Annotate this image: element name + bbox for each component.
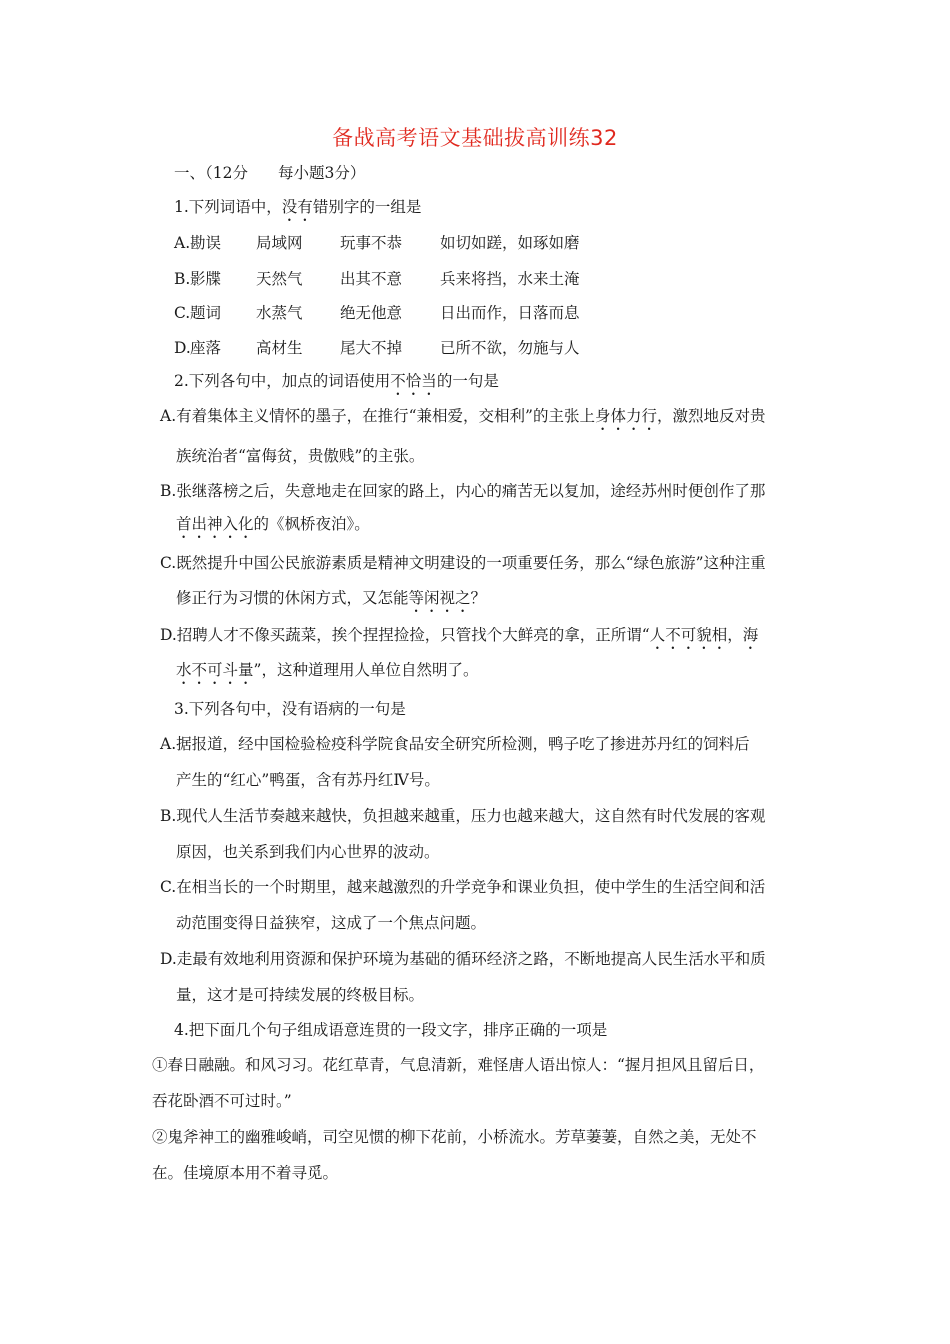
- question-3-option-d-line1: D.走最有效地利用资源和保护环境为基础的循环经济之路，不断地提高人民生活水平和质: [160, 950, 766, 968]
- question-2-option-b-line1: B.张继落榜之后，失意地走在回家的路上，内心的痛苦无以复加，途经苏州时便创作了那: [160, 482, 766, 500]
- question-4-sentence-1-line1: ①春日融融。和风习习。花红草青，气息清新，难怪唐人语出惊人：“握月担风且留后日，: [152, 1056, 765, 1074]
- question-4-sentence-1-line2: 吞花卧酒不可过时。”: [152, 1092, 292, 1110]
- document-page: 备战高考语文基础拔高训练32 一、（12分 每小题3分） 1.下列词语中，没有错别字的一组是 A. 勘误 局域网 玩事不恭 如切如蹉，如琢如磨 B. 影牒 天然气 出其不意 兵来将挡，水来土淹 C. 题词 水蒸气 绝无他意 日出而作，日落而息 D. 座落 高材生 尾大不掉 已所不欲，勿施与人 2.下列各句中，加点的词语使用不恰当的一句是 A.有着集体主义情怀的墨子，在推行“兼相爱，交相利”的主张上身体力行，激烈地反对贵 族统治者“富侮贫，贵傲贱”的主张。 B.张继落榜之后，失意地走在回家的路上，内心的痛苦无以复加，途经苏州时便创作了那 首出神入化的《枫桥夜泊》。 C.既然提升中国公民旅游素质是精神文明建设的一项重要任务，那么“绿色旅游”这种注重 修正行为习惯的休闲方式，又怎能等闲视之？ D.招聘人才不像买蔬菜，挨个捏捏捡捡，只管找个大鲜亮的拿，正所谓“人不可貌相，海 水不可斗量”，这种道理用人单位自然明了。 3.下列各句中，没有语病的一句是 A.据报道，经中国检验检疫科学院食品安全研究所检测，鸭子吃了掺进苏丹红的饲料后 产生的“红心”鸭蛋，含有苏丹红Ⅳ号。 B.现代人生活节奏越来越快，负担越来越重，压力也越来越大，这自然有时代发展的客观 原因，也关系到我们内心世界的波动。 C.在相当长的一个时期里，越来越激烈的升学竞争和课业负担，使中学生的生活空间和活 动范围变得日益狭窄，这成了一个焦点问题。 D.走最有效地利用资源和保护环境为基础的循环经济之路，不断地提高人民生活水平和质 量，这才是可持续发展的终极目标。 4.把下面几个句子组成语意连贯的一段文字，排序正确的一项是 ①春日融融。和风习习。花红草青，气息清新，难怪唐人语出惊人：“握月担风且留后日， 吞花卧酒不可过时。” ②鬼斧神工的幽雅峻峭，司空见惯的柳下花前，小桥流水。芳草萋萋，自然之美，无处不 在。佳境原本用不着寻觅。: [0, 0, 950, 1344]
- question-3-option-c-line1: C.在相当长的一个时期里，越来越激烈的升学竞争和课业负担，使中学生的生活空间和活: [160, 878, 766, 896]
- question-2-option-c-line2: 修正行为习惯的休闲方式，又怎能等闲视之？: [176, 589, 487, 607]
- question-2-option-c-line1: C.既然提升中国公民旅游素质是精神文明建设的一项重要任务，那么“绿色旅游”这种注重: [160, 554, 766, 572]
- question-2-option-a-line2: 族统治者“富侮贫，贵傲贱”的主张。: [176, 447, 425, 465]
- section-note: 每小题3分）: [277, 164, 366, 182]
- question-3-option-d-line2: 量，这才是可持续发展的终极目标。: [176, 986, 425, 1004]
- question-3-stem: 3.下列各句中，没有语病的一句是: [174, 700, 406, 718]
- question-4-stem: 4.把下面几个句子组成语意连贯的一段文字，排序正确的一项是: [174, 1021, 608, 1039]
- emphasized-text: 等闲视之: [408, 589, 471, 607]
- question-3-option-a-line2: 产生的“红心”鸭蛋，含有苏丹红Ⅳ号。: [176, 771, 440, 789]
- question-4-sentence-2-line1: ②鬼斧神工的幽雅峻峭，司空见惯的柳下花前，小桥流水。芳草萋萋，自然之美，无处不: [152, 1128, 757, 1146]
- emphasized-text: 首出神入化: [176, 515, 254, 533]
- question-2-option-b-line2: 首出神入化的《枫桥夜泊》。: [176, 515, 370, 533]
- question-2-option-d-line2: 水不可斗量”，这种道理用人单位自然明了。: [176, 661, 479, 679]
- question-2-option-d-line1: D.招聘人才不像买蔬菜，挨个捏捏捡捡，只管找个大鲜亮的拿，正所谓“人不可貌相，海: [160, 626, 759, 644]
- question-3-option-b-line1: B.现代人生活节奏越来越快，负担越来越重，压力也越来越大，这自然有时代发展的客观: [160, 807, 766, 825]
- document-title: 备战高考语文基础拔高训练32: [332, 126, 618, 150]
- question-4-sentence-2-line2: 在。佳境原本用不着寻觅。: [152, 1164, 339, 1182]
- question-1-stem: 1.下列词语中，没有错别字的一组是: [174, 198, 422, 216]
- section-label: 一、（12分: [174, 164, 248, 182]
- question-3-option-c-line2: 动范围变得日益狭窄，这成了一个焦点问题。: [176, 914, 487, 932]
- emphasized-text: 不恰当: [390, 372, 437, 390]
- question-2-option-a-line1: A.有着集体主义情怀的墨子，在推行“兼相爱，交相利”的主张上身体力行，激烈地反对贵: [160, 407, 766, 425]
- question-2-stem: 2.下列各句中，加点的词语使用不恰当的一句是: [174, 372, 499, 390]
- emphasized-text: 水不可斗量: [176, 661, 254, 679]
- question-3-option-a-line1: A.据报道，经中国检验检疫科学院食品安全研究所检测，鸭子吃了掺进苏丹红的饲料后: [160, 735, 750, 753]
- question-3-option-b-line2: 原因，也关系到我们内心世界的波动。: [176, 843, 440, 861]
- emphasized-text: 没有: [281, 198, 313, 216]
- section-header: [174, 162, 365, 184]
- emphasized-text: 人不可貌相，海: [649, 626, 759, 644]
- emphasized-text: 身体力行: [594, 407, 657, 425]
